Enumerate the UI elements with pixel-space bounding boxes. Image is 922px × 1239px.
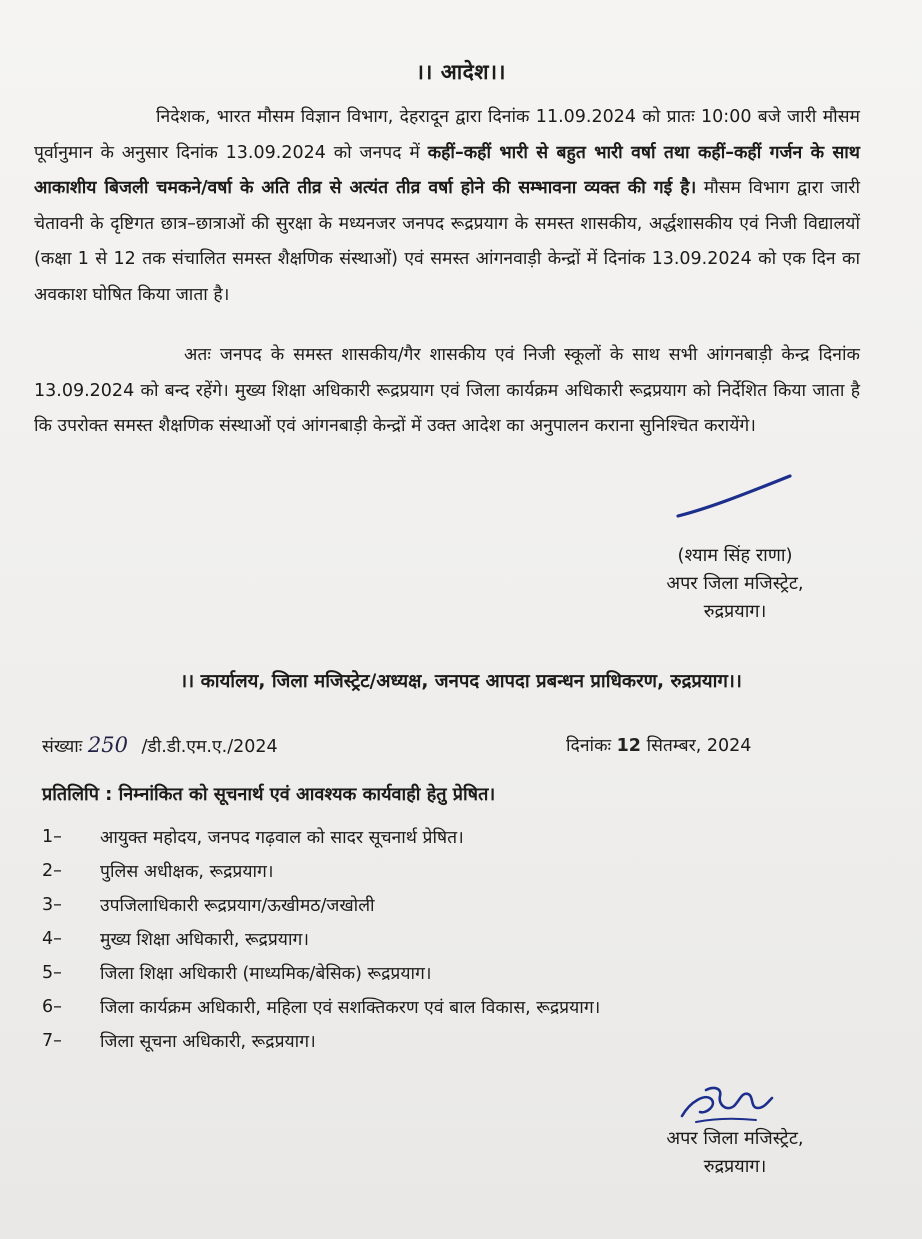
list-item-number: 3–	[42, 895, 62, 915]
paragraph2-text: अतः जनपद के समस्त शासकीय/गैर शासकीय एवं निजी स्कूलों के साथ सभी आंगनबाड़ी केन्द्र दिनांक 13.09.2024 को बन्द रहेंगे। मुख्य शिक्षा अधिकारी रूद्रप्रयाग एवं जिला कार्यक्रम अधिकारी रूद्रप्रयाग को निर्देशित किया जाता है कि उपरोक्त समस्त शैक्षणिक संस्थाओं एवं आंगनबाड़ी केन्द्रों में उक्त आदेश का अनुपालन कराना सुनिश्चित करायेंगे।	[34, 345, 860, 436]
signature-mark-1	[670, 470, 800, 526]
paragraph1-part1: निदेशक, भारत मौसम विज्ञान विभाग, देहरादून द्वारा दिनांक 11.09.2024 को प्रातः 10:00 बजे जारी मौसम पूर्वानुमान के अनुसार दिनांक 13.09.2024 को जनपद में	[34, 107, 860, 163]
list-item	[42, 922, 882, 956]
date-label: दिनांकः	[566, 736, 612, 756]
list-item-text: मुख्य शिक्षा अधिकारी, रूद्रप्रयाग।	[100, 930, 309, 950]
date-line	[566, 733, 751, 757]
list-item	[42, 854, 882, 888]
paragraph1-part2: मौसम विभाग द्वारा जारी चेतावनी के दृष्टिगत छात्र–छात्राओं की सुरक्षा के मध्यनजर जनपद रूद्रप्रयाग के समस्त शासकीय, अर्द्धशासकीय एवं निजी विद्यालयों (कक्षा 1 से 12 तक संचालित समस्त शैक्षणिक संस्थाओं) एवं समस्त आंगनवाड़ी केन्द्रों में दिनांक 13.09.2024 को एक दिन का अवकाश घोषित किया जाता है।	[34, 178, 860, 305]
paragraph1-bold: कहीं–कहीं भारी से बहुत भारी वर्षा तथा कहीं–कहीं गर्जन के साथ आकाशीय बिजली चमकने/वर्षा के अति तीव्र से अत्यंत तीव्र वर्षा होने की सम्भावना व्यक्त की गई है।	[34, 142, 860, 198]
list-item-number: 5–	[42, 963, 62, 983]
list-item-text: जिला सूचना अधिकारी, रूद्रप्रयाग।	[100, 1032, 316, 1052]
signatory-1-designation: अपर जिला मजिस्ट्रेट,	[666, 573, 804, 594]
signatory-1-name: (श्याम सिंह राणा)	[677, 545, 793, 566]
list-item	[42, 1024, 882, 1058]
list-item-text: पुलिस अधीक्षक, रूद्रप्रयाग।	[100, 862, 274, 882]
signatory-1	[600, 542, 870, 626]
list-item-number: 1–	[42, 827, 62, 847]
order-paragraph-2	[34, 338, 860, 445]
memo-suffix: /डी.डी.एम.ए./2024	[141, 737, 278, 757]
recipient-list	[42, 820, 882, 1058]
signatory-1-place: रुद्रप्रयाग।	[703, 601, 767, 622]
list-item-number: 4–	[42, 929, 62, 949]
list-item-number: 7–	[42, 1031, 62, 1051]
copy-to-heading: प्रतिलिपि : निम्नांकित को सूचनार्थ एवं आवश्यक कार्यवाही हेतु प्रेषित।	[42, 784, 496, 805]
date-day: 12	[616, 736, 641, 756]
list-item	[42, 820, 882, 854]
list-item	[42, 990, 882, 1024]
signatory-2-place: रुद्रप्रयाग।	[703, 1156, 767, 1177]
signatory-2	[600, 1125, 870, 1181]
list-item	[42, 888, 882, 922]
list-item	[42, 956, 882, 990]
signatory-2-designation: अपर जिला मजिस्ट्रेट,	[666, 1128, 804, 1149]
list-item-text: उपजिलाधिकारी रूद्रप्रयाग/ऊखीमठ/जखोली	[100, 896, 375, 916]
date-rest: सितम्बर, 2024	[646, 736, 752, 756]
memo-number-line	[42, 733, 278, 758]
signature-mark-2	[676, 1082, 776, 1128]
list-item-text: जिला शिक्षा अधिकारी (माध्यमिक/बेसिक) रूद्रप्रयाग।	[100, 964, 432, 984]
list-item-number: 6–	[42, 997, 62, 1017]
office-heading: ।। कार्यालय, जिला मजिस्ट्रेट/अध्यक्ष, जनपद आपदा प्रबन्धन प्राधिकरण, रुद्रप्रयाग।।	[180, 671, 742, 692]
list-item-number: 2–	[42, 861, 62, 881]
order-title: ।। आदेश।।	[415, 60, 507, 84]
order-paragraph-1	[34, 100, 860, 313]
memo-label: संख्याः	[42, 737, 83, 757]
list-item-text: जिला कार्यक्रम अधिकारी, महिला एवं सशक्तिकरण एवं बाल विकास, रूद्रप्रयाग।	[100, 998, 601, 1018]
memo-number: 250	[87, 733, 128, 757]
list-item-text: आयुक्त महोदय, जनपद गढ़वाल को सादर सूचनार्थ प्रेषित।	[100, 828, 464, 848]
